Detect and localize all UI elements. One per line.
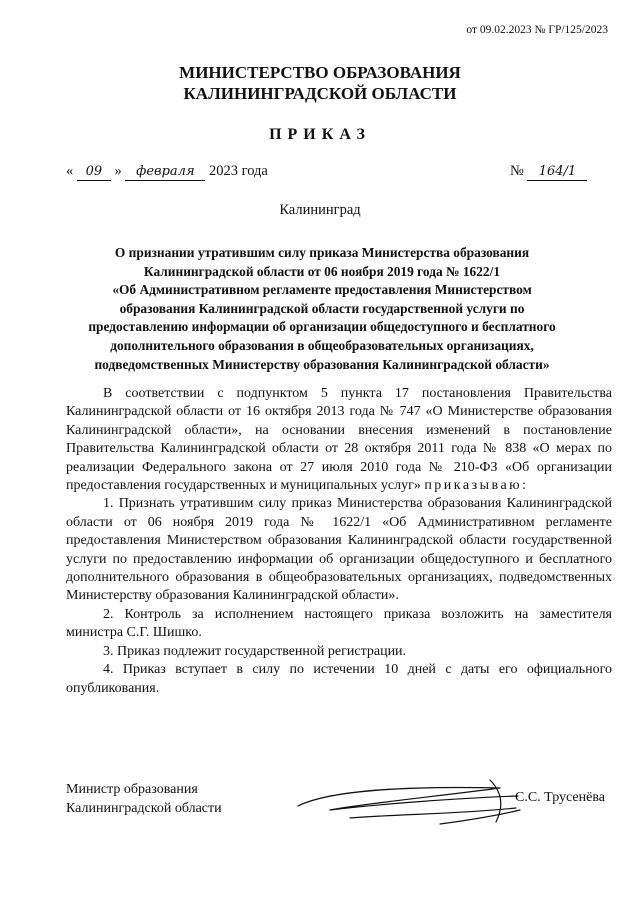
- date-year: 2023 года: [209, 163, 268, 179]
- heading-line: подведомственных Министерству образования Калининградской области»: [94, 356, 550, 372]
- handwritten-signature: [290, 770, 526, 834]
- signer-name: С.С. Трусенёва: [515, 790, 605, 805]
- heading-line: Калининградской области от 06 ноября 2019 года № 1622/1: [143, 263, 501, 279]
- heading-line: образования Калининградской области государственной услуги по: [119, 300, 525, 316]
- preamble-paragraph: [66, 385, 612, 495]
- date-month: февраля: [125, 164, 205, 181]
- signer-position-line-2: Калининградской области: [66, 800, 222, 816]
- number-value: 164/1: [527, 164, 587, 181]
- date-open-quote: «: [66, 163, 74, 179]
- ministry-name-line-1: МИНИСТЕРСТВО ОБРАЗОВАНИЯ: [179, 63, 461, 82]
- signer-position: [66, 781, 222, 818]
- order-item-2: 2. Контроль за исполнением настоящего приказа возложить на заместителя министра С.Г. Шишко.: [66, 606, 612, 641]
- registration-stamp: от 09.02.2023 № ГР/125/2023: [466, 24, 608, 36]
- order-item-3: 3. Приказ подлежит государственной регистрации.: [103, 643, 407, 659]
- heading-line: дополнительного образования в общеобразовательных организациях,: [110, 337, 534, 353]
- date-close-quote: »: [114, 163, 122, 179]
- order-word: приказываю:: [424, 478, 529, 494]
- order-body: [66, 385, 612, 698]
- order-number: [510, 163, 587, 181]
- heading-line: предоставлению информации об организации общедоступного и бесплатного: [88, 319, 556, 335]
- order-date: [66, 163, 268, 181]
- number-sign: №: [510, 163, 524, 179]
- ministry-name: [0, 62, 640, 104]
- ministry-name-line-2: КАЛИНИНГРАДСКОЙ ОБЛАСТИ: [183, 84, 457, 103]
- city: Калининград: [279, 202, 361, 218]
- preamble-text: В соответствии с подпунктом 5 пункта 17 постановления Правительства Калининградской области от 16 октября 2013 года № 747 «О Министерстве образования Калининградской области», на основании внесения изменений в постановление Правительства Калининградской области от 28 октября 2011 года № 838 «О мерах по реализации Федерального закона от 27 июля 2010 года № 210-ФЗ «Об организации предоставления государственных и муниципальных услуг»: [66, 386, 612, 494]
- date-day: 09: [77, 164, 111, 181]
- document-type: ПРИКАЗ: [269, 126, 371, 143]
- signer-position-line-1: Министр образования: [66, 782, 198, 797]
- order-item-1: 1. Признать утратившим силу приказ Министерства образования Калининградской области от 06 ноября 2019 года № 1622/1 «Об Административном регламенте предоставления Министерством образования Калининградской области государственной услуги по предоставлению информации об организации общедоступного и бесплатного дополнительного образования в общеобразовательных организациях, подведомственных Министерству образования Калининградской области».: [66, 496, 612, 604]
- order-item-4: 4. Приказ вступает в силу по истечении 10 дней с даты его официального опубликования.: [66, 662, 612, 696]
- heading-line: «Об Административном регламенте предоставления Министерством: [112, 282, 532, 298]
- order-heading: [60, 244, 584, 374]
- heading-line: О признании утратившим силу приказа Министерства образования: [114, 245, 530, 260]
